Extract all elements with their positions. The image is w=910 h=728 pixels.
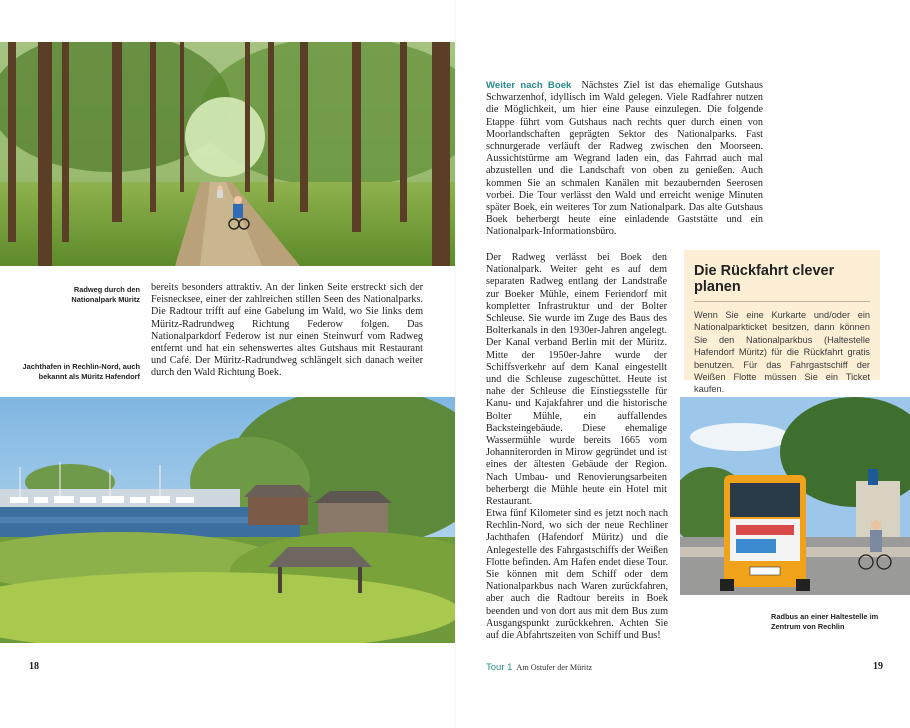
right-paragraph-end: Etwa fünf Kilometer sind es jetzt noch nach Rechlin-Nord, wo sich der neue Rechliner Jachthafen (Hafendorf Müritz) und die Anlegestelle des Fahrgastschiffs der Weißen Flotte befinden. Am Hafen endet diese Tour. Sie können mit dem Schiff oder dem Nationalparkbus nach Waren zurückfahren, aber auch die Radtour bereits in Boek beenden und von dort aus mit dem Bus zum Ausgangspunkt zurückkehren. Achten Sie auf die Abfahrtszeiten von Schiff und Bus! <box>486 508 668 642</box>
right-paragraph-top <box>486 80 763 239</box>
page-number-right: 19 <box>873 661 883 672</box>
bus-photo <box>680 397 910 595</box>
running-head-title: Am Ostufer der Müritz <box>516 663 593 672</box>
info-box-text: Wenn Sie eine Kurkarte und/oder ein Nationalparkticket besitzen, dann können Sie den Nationalparkbus (Haltestelle Hafendorf Müritz) für die Rückfahrt gratis benutzen. Für das Fahrgastschiff der Weißen Flotte müssen Sie ein Ticket kaufen. <box>694 310 870 395</box>
harbor-photo <box>0 397 455 643</box>
running-head <box>486 662 592 673</box>
page-gutter <box>455 0 456 728</box>
info-box-title: Die Rückfahrt clever planen <box>694 263 835 295</box>
section-heading-boek: Weiter nach Boek <box>486 80 572 91</box>
right-paragraph-column: Der Radweg verlässt bei Boek den Nationalpark. Weiter geht es auf dem separaten Radweg entlang der Landstraße zur Boeker Mühle, einem Feriendorf mit kompletter Infrastruktur und der Bolter Schleuse. Sie wurde im Zuge des Baus des Bolterkanals in den 1930er-Jahren angelegt. Der Kanal verband Berlin mit der Müritz. Mitte der 1950er-Jahre wurde der Schiffsverkehr auf dem Kanal eingestellt und die Schleuse zugeschüttet. Heute ist nahe der Schleuse die Einstiegsstelle für Kanu- und Kajakfahrer und die historische Bolter Mühle, ein auffallendes Backsteingebäude. Diese ehemalige Wassermühle wurde bereits 1665 vom Johanniterorden in Mirow gegründet und ist eines der ältesten Gebäude der Region. Nach Umbau- und Renovierungsarbeiten beherbergt die Mühle heute ein Hotel mit Restaurant. <box>486 252 667 508</box>
right-paragraph-top-text: Nächstes Ziel ist das ehemalige Gutshaus Schwarzenhof, idyllisch im Wald gelegen. Viele Radfahrer nutzen die Möglichkeit, um hier eine Pause einzulegen. Die folgende Etappe führt vom Gutshaus nach rechts quer durch einen von Moorlandschaften geprägten Sektor des Nationalparks. Fast schnurgerade verläuft der Radweg zwischen den Moorseen. Aussichtstürme am Wegrand laden ein, das Fahrrad auch mal abzustellen und die Landschaft von oben zu genießen. Auch kommen Sie an schmalen Kanälen mit bezaubernden Seerosen vorbei. Die Tour verlässt den Wald und erreicht wenige Minuten später Boek, ein weiteres Tor zum Nationalpark. Das alte Gutshaus Boek beherbergt heute eine einladende Gaststätte und ein Nationalpark-Informationsbüro. <box>486 80 764 238</box>
forest-path-photo <box>0 42 455 266</box>
left-paragraph-text: bereits besonders attraktiv. An der linken Seite erstreckt sich der Feisnecksee, einer der zahlreichen stillen Seen des Nationalparks. Die Radtour trifft auf eine Gabelung im Wald, wo Sie links dem Müritz-Radrundweg Richtung Federow folgen. Das Nationalparkdorf Federow ist nur einen Steinwurf vom Radweg entfernt und hat ein sehenswertes altes Gutshaus mit Restaurant und Café. Der Müritz-Radrundweg schlängelt sich danach weiter durch den Wald Richtung Boek. <box>151 282 423 379</box>
page-number-left: 18 <box>29 661 39 672</box>
running-head-tour: Tour 1 <box>486 662 513 673</box>
left-body-paragraph <box>151 282 423 380</box>
caption-harbor: Jachthafen in Rechlin-Nord, auch bekannt als Müritz Hafendorf <box>22 362 140 381</box>
info-box-return-trip <box>684 250 880 395</box>
right-body-column <box>486 252 667 508</box>
right-body-top <box>486 80 763 239</box>
info-box-divider <box>694 301 870 302</box>
caption-forest: Radweg durch den Nationalpark Müritz <box>71 285 140 304</box>
caption-bus: Radbus an einer Haltestelle im Zentrum von Rechlin <box>771 612 879 631</box>
